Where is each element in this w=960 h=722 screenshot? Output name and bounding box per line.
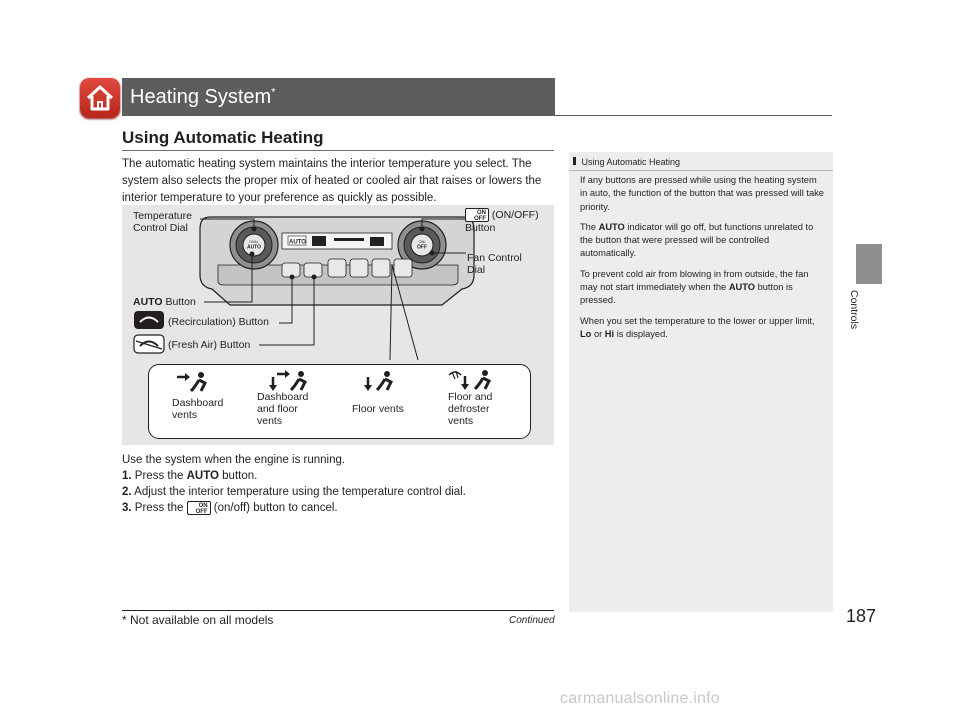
vent-label-floor: Floor vents: [352, 403, 404, 415]
vent-modes-box: [148, 364, 531, 439]
svg-text:AUTO: AUTO: [246, 244, 262, 251]
vent-label-dashboard-floor: Dashboard and floor vents: [257, 391, 309, 427]
vent-label-floor-defrost: Floor and defroster vents: [448, 391, 493, 427]
onoff-button-label: ON OFF (ON/OFF) Button: [465, 208, 539, 234]
onoff-icon: ON OFF: [465, 208, 489, 222]
continued-label: Continued: [509, 615, 555, 626]
sidebar-heading: Using Automatic Heating: [573, 157, 680, 167]
step-1: 1. Press the AUTO button.: [122, 470, 258, 482]
recirculation-button-label: (Recirculation) Button: [168, 316, 269, 328]
fan-dial-label: Fan Control Dial: [467, 252, 522, 276]
chapter-tab-label: Controls: [848, 290, 860, 330]
vent-label-dashboard: Dashboard vents: [172, 397, 224, 421]
title-rule: [122, 115, 832, 116]
fresh-air-button-label: (Fresh Air) Button: [168, 339, 251, 351]
watermark: carmanualsonline.info: [560, 690, 720, 707]
footnote: * Not available on all models: [122, 613, 274, 627]
svg-text:DUAL: DUAL: [249, 240, 259, 244]
temperature-dial-label: Temperature Control Dial: [133, 210, 192, 234]
sidebar-body: If any buttons are pressed while using the heating system in auto, the function of the button that was pressed will take priority. The AUTO indicator will go off, but functions unrelated to the button that were pressed will be controlled automatically. To prevent cold air from blowing in from outside, the fan may not start immediately when the AUTO button is pressed. When you set the temperature to the lower or upper limit, Lo or Hi is displayed.: [580, 175, 824, 339]
step-2: 2. Adjust the interior temperature using the temperature control dial.: [122, 486, 466, 498]
dashboard-vent-icon: [173, 371, 213, 398]
svg-text:AUTO: AUTO: [289, 239, 306, 246]
instruction-steps: Use the system when the engine is running. 1. Press the AUTO button. 2. Adjust the interior temperature using the temperature control dial. 3. Press the ON OFF (on/off) button to cancel.: [122, 452, 554, 516]
note-marker-icon: [573, 157, 579, 165]
page-title: Heating System*: [130, 86, 276, 108]
step-3: 3. Press the ON OFF (on/off) button to cancel.: [122, 502, 338, 515]
footer-rule: [122, 610, 554, 611]
intro-paragraph: The automatic heating system maintains the interior temperature you select. The system also selects the proper mix of heated or cooled air that raises or lowers the interior temperature to your preference as quickly as possible.: [122, 158, 542, 204]
svg-text:ON/: ON/: [418, 239, 426, 244]
page-number: 187: [846, 606, 877, 626]
section-rule: [122, 150, 554, 151]
home-button[interactable]: [80, 78, 120, 118]
sidebar-rule: [569, 170, 833, 171]
floor-vent-icon: [363, 369, 399, 398]
auto-button-label: AUTO Button: [133, 296, 196, 308]
home-icon: [80, 78, 120, 118]
chapter-tab[interactable]: [856, 244, 882, 284]
onoff-icon-inline: ON OFF: [187, 501, 211, 515]
svg-text:OFF: OFF: [417, 244, 427, 251]
section-title: Using Automatic Heating: [122, 128, 324, 147]
